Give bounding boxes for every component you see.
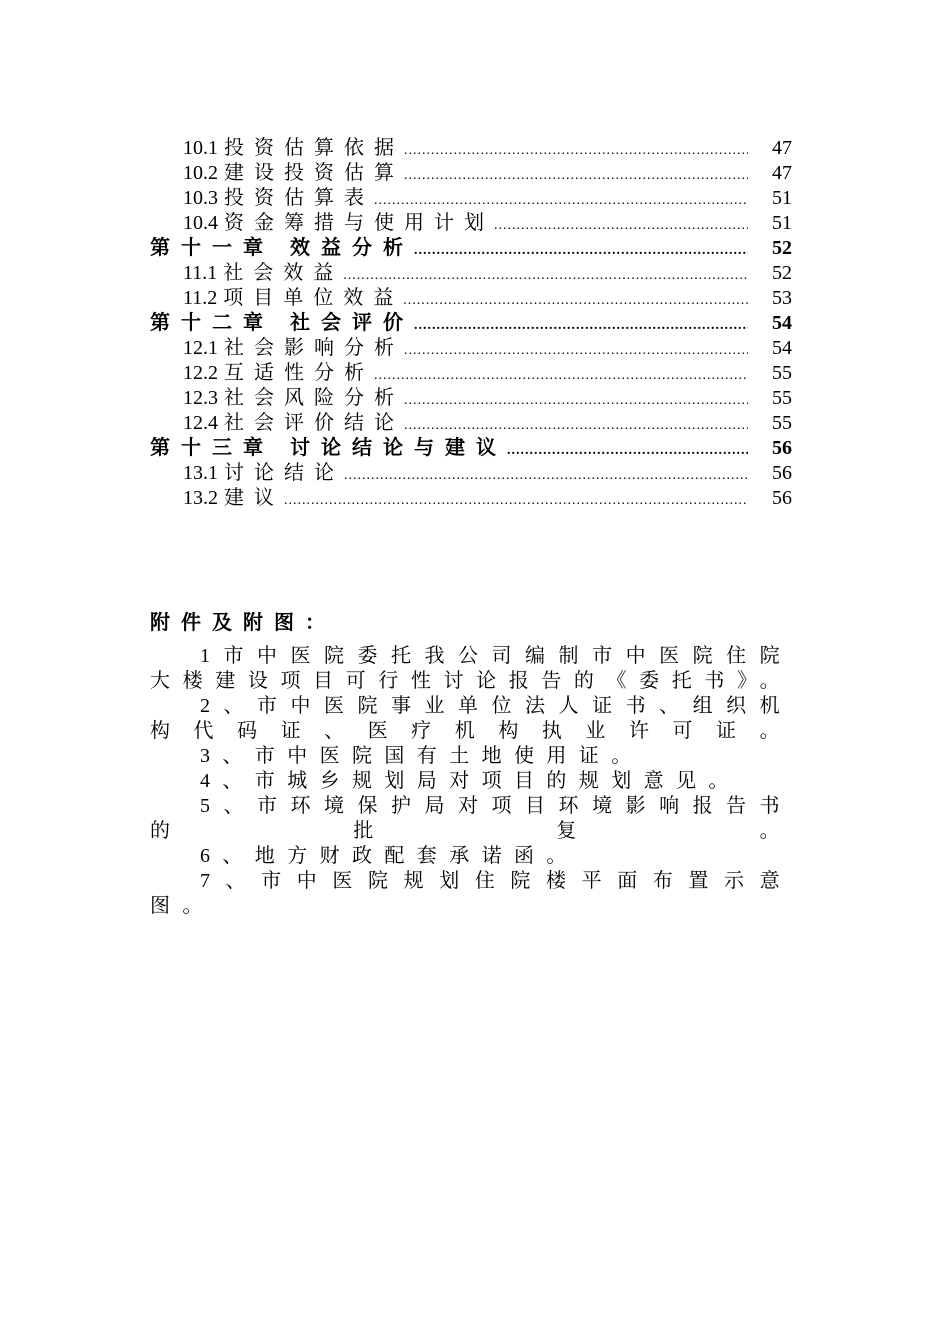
appendix-item: 7、市中医院规划住院楼平面布置示意图。 — [150, 870, 792, 917]
toc-entry-page: 55 — [772, 387, 792, 409]
appendix-item: 3、市中医院国有土地使用证。 — [200, 745, 644, 767]
toc-entry[interactable] — [150, 386, 792, 411]
toc-leader-dots — [414, 238, 748, 263]
toc-entry[interactable] — [150, 161, 792, 186]
toc-entry-number: 10.1 — [183, 137, 218, 159]
toc-entry[interactable] — [150, 186, 792, 211]
toc-entry[interactable] — [150, 486, 792, 511]
toc-entry-number: 11.1 — [183, 262, 218, 284]
appendix-item: 4、市城乡规划局对项目的规划意见。 — [200, 770, 741, 792]
toc-entry-page: 56 — [772, 487, 792, 509]
toc-leader-dots — [404, 163, 748, 188]
toc-entry[interactable] — [150, 286, 792, 311]
toc-leader-dots — [344, 463, 748, 488]
toc-entry-title: 社会评价结论 — [224, 412, 404, 434]
toc-entry-title: 投资估算依据 — [224, 137, 404, 159]
toc-leader-dots — [414, 313, 748, 338]
toc-entry[interactable] — [150, 261, 792, 286]
toc-entry-number: 12.3 — [183, 387, 218, 409]
appendix-heading: 附件及附图： — [150, 612, 336, 634]
toc-entry-title: 建议 — [224, 487, 284, 509]
toc-leader-dots — [374, 363, 748, 388]
toc-entry-title: 投资估算表 — [224, 187, 374, 209]
toc-entry-title: 讨论结论 — [224, 462, 344, 484]
toc-entry-number: 11.2 — [183, 287, 218, 309]
toc-chapter-title: 第十二章 社会评价 — [150, 312, 414, 334]
toc-entry-title: 社会影响分析 — [224, 337, 404, 359]
toc-entry-number: 12.2 — [183, 362, 218, 384]
appendix-item: 5、市环境保护局对项目环境影响报告书的批复。 — [150, 795, 792, 842]
toc-chapter-entry[interactable] — [150, 436, 792, 461]
toc-chapter-title: 第十三章 讨论结论与建议 — [150, 437, 507, 459]
toc-leader-dots — [374, 188, 748, 213]
toc-entry-number: 12.4 — [183, 412, 218, 434]
toc-entry-title: 建设投资估算 — [224, 162, 404, 184]
toc-leader-dots — [494, 213, 748, 238]
toc-entry[interactable] — [150, 211, 792, 236]
toc-chapter-entry[interactable] — [150, 236, 792, 261]
table-of-contents — [150, 136, 792, 511]
toc-entry-page: 56 — [772, 462, 792, 484]
toc-leader-dots — [404, 388, 748, 413]
toc-entry-page: 55 — [772, 362, 792, 384]
toc-leader-dots — [403, 288, 748, 313]
toc-chapter-page: 52 — [772, 237, 792, 259]
toc-entry-page: 52 — [772, 262, 792, 284]
toc-leader-dots — [404, 338, 748, 363]
toc-entry-page: 53 — [772, 287, 792, 309]
toc-entry-page: 47 — [772, 162, 792, 184]
toc-entry-number: 13.2 — [183, 487, 218, 509]
toc-entry-title: 互适性分析 — [224, 362, 374, 384]
toc-entry-title: 社会风险分析 — [224, 387, 404, 409]
toc-entry-page: 47 — [772, 137, 792, 159]
toc-chapter-entry[interactable] — [150, 311, 792, 336]
toc-leader-dots — [507, 438, 748, 463]
toc-entry-number: 10.3 — [183, 187, 218, 209]
toc-leader-dots — [404, 138, 748, 163]
toc-entry-number: 10.2 — [183, 162, 218, 184]
toc-entry-page: 54 — [772, 337, 792, 359]
toc-entry-title: 项目单位效益 — [223, 287, 404, 309]
toc-entry[interactable] — [150, 136, 792, 161]
toc-chapter-page: 56 — [772, 437, 792, 459]
toc-entry-title: 资金筹措与使用计划 — [224, 212, 494, 234]
toc-entry[interactable] — [150, 461, 792, 486]
toc-chapter-title: 第十一章 效益分析 — [150, 237, 414, 259]
toc-entry-page: 51 — [772, 212, 792, 234]
toc-leader-dots — [284, 488, 748, 513]
toc-entry-page: 51 — [772, 187, 792, 209]
appendix-item: 6、地方财政配套承诺函。 — [200, 845, 579, 867]
toc-leader-dots — [404, 413, 748, 438]
appendix-section — [150, 608, 792, 919]
toc-entry[interactable] — [150, 336, 792, 361]
toc-entry[interactable] — [150, 361, 792, 386]
toc-entry-number: 12.1 — [183, 337, 218, 359]
appendix-item: 1市中医院委托我公司编制市中医院住院大楼建设项目可行性讨论报告的《委托书》。 — [150, 645, 792, 692]
toc-entry-title: 社会效益 — [223, 262, 344, 284]
toc-entry-page: 55 — [772, 412, 792, 434]
appendix-item: 2、市中医院事业单位法人证书、组织机构代码证、医疗机构执业许可证。 — [150, 695, 792, 742]
toc-entry[interactable] — [150, 411, 792, 436]
toc-entry-number: 13.1 — [183, 462, 218, 484]
toc-entry-number: 10.4 — [183, 212, 218, 234]
toc-leader-dots — [343, 263, 748, 288]
toc-chapter-page: 54 — [772, 312, 792, 334]
